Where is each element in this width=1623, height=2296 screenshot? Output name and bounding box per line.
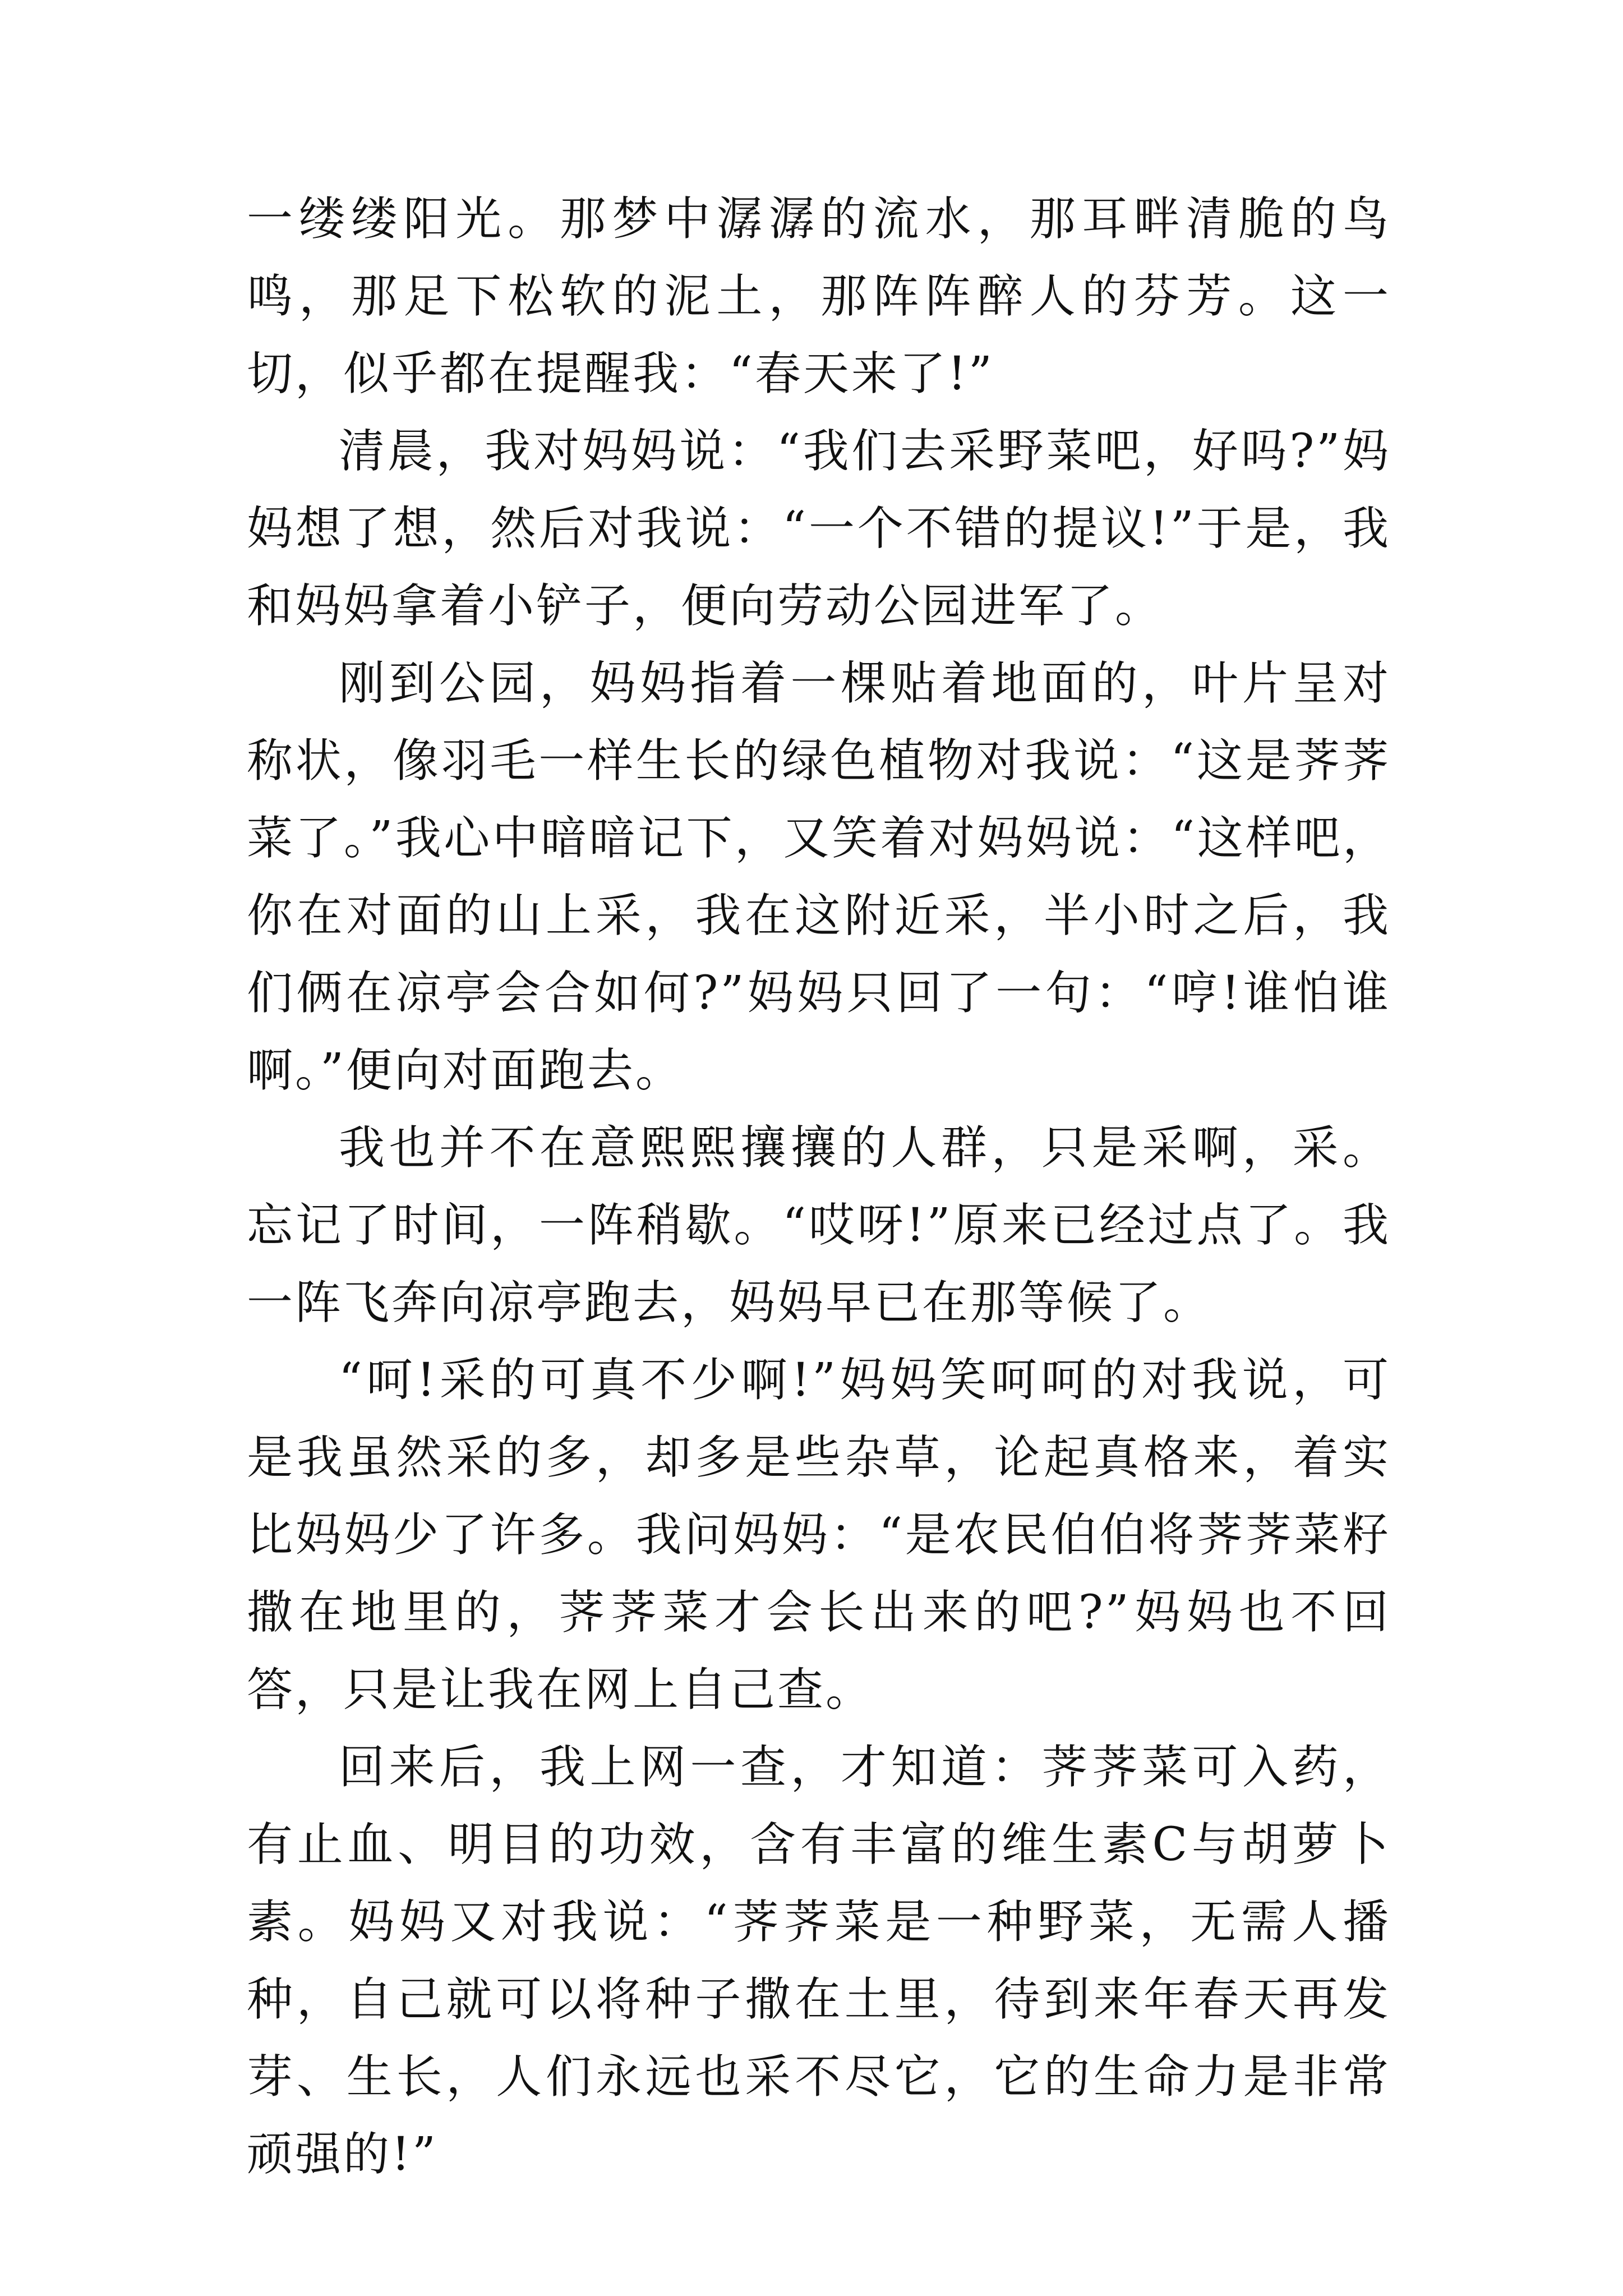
paragraph-1: 一缕缕阳光。那梦中潺潺的流水，那耳畔清脆的鸟鸣，那足下松软的泥土，那阵阵醉人的芬芳。这一切，似乎都在提醒我：“春天来了!” [247,192,1391,401]
paragraph-2: 清晨，我对妈妈说：“我们去采野菜吧，好吗?”妈妈想了想，然后对我说：“一个不错的提议!”于是，我和妈妈拿着小铲子，便向劳动公园进军了。 [247,425,1391,633]
paragraph-3: 刚到公园，妈妈指着一棵贴着地面的，叶片呈对称状，像羽毛一样生长的绿色植物对我说：“这是荠荠菜了。”我心中暗暗记下，又笑着对妈妈说：“这样吧，你在对面的山上采，我在这附近采，半小时之后，我们俩在凉亭会合如何?”妈妈只回了一句：“哼!谁怕谁啊。”便向对面跑去。 [247,657,1391,1097]
document-body [247,181,1391,2193]
paragraph-4: 我也并不在意熙熙攘攘的人群，只是采啊，采。忘记了时间，一阵稍歇。“哎呀!”原来已经过点了。我一阵飞奔向凉亭跑去，妈妈早已在那等候了。 [247,1121,1391,1329]
paragraph-5: “呵!采的可真不少啊!”妈妈笑呵呵的对我说，可是我虽然采的多，却多是些杂草，论起真格来，着实比妈妈少了许多。我问妈妈：“是农民伯伯将荠荠菜籽撒在地里的，荠荠菜才会长出来的吧?”妈妈也不回答，只是让我在网上自己查。 [247,1354,1391,1717]
paragraph-6: 回来后，我上网一查，才知道：荠荠菜可入药，有止血、明目的功效，含有丰富的维生素C与胡萝卜素。妈妈又对我说：“荠荠菜是一种野菜，无需人播种，自己就可以将种子撒在土里，待到来年春天再发芽、生长，人们永远也采不尽它，它的生命力是非常顽强的!” [247,1741,1391,2181]
